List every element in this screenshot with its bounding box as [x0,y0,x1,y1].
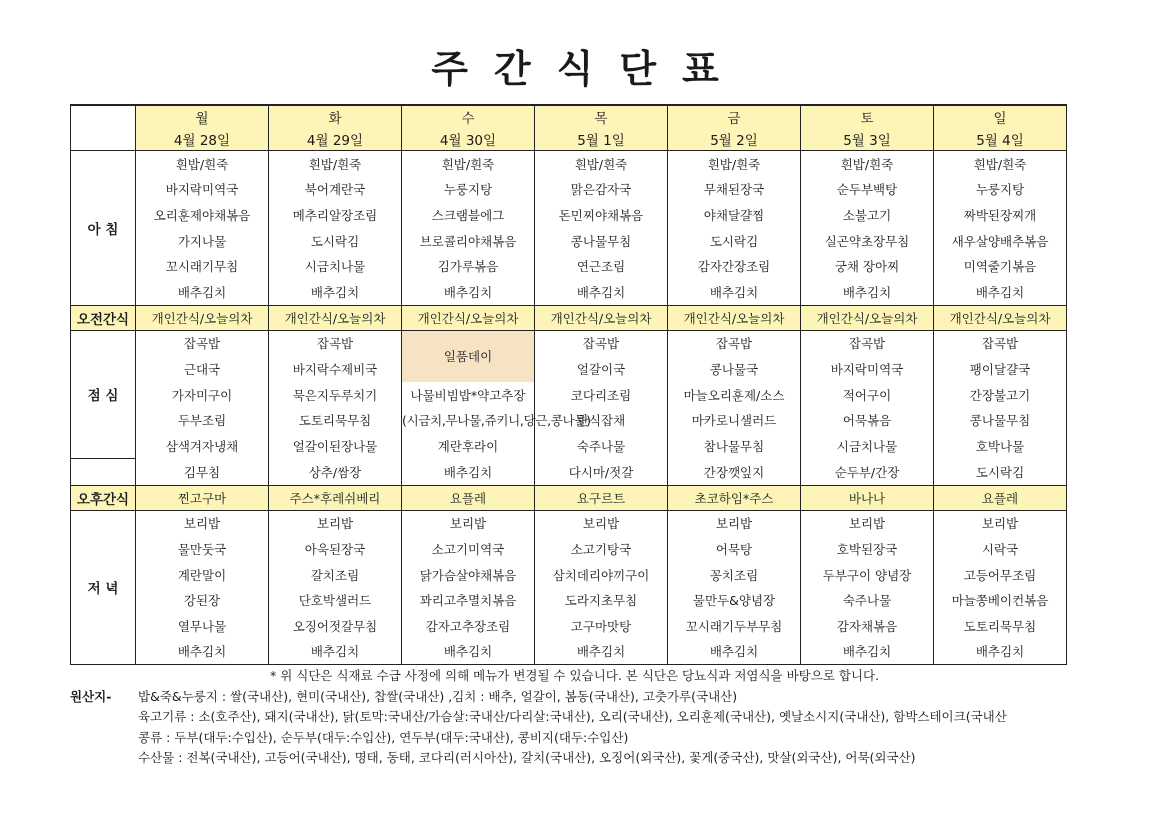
dinner-row [71,536,1067,562]
menu-item: 꽁치조림 [668,562,801,588]
morning-snack-row [71,305,1067,330]
date-header: 5월 4일 [934,128,1067,151]
lunch-row [71,382,1067,408]
origin-label: 원산지- [70,688,112,704]
menu-item: 간장불고기 [934,382,1067,408]
dinner-section [71,510,1067,665]
menu-item: 잡곡밥 [535,330,668,356]
menu-item: 콩나물무침 [535,228,668,254]
breakfast-row [71,253,1067,279]
page-title: 주간식단표 [431,47,745,91]
menu-item: 바지락미역국 [801,356,934,382]
menu-item: 소고기탕국 [535,536,668,562]
menu-item: 콩나물무침 [934,407,1067,433]
menu-item: 배추김치 [668,639,801,665]
origin-line [70,687,1070,708]
menu-item: 배추김치 [269,279,402,305]
menu-item: 김가루볶음 [402,253,535,279]
menu-item: 단호박샐러드 [269,587,402,613]
notes-section [70,666,1070,769]
menu-item: 한식잡채 [535,407,668,433]
menu-item: 적어구이 [801,382,934,408]
menu-item: 꼬시래기무침 [136,253,269,279]
menu-item: 참나물무침 [668,433,801,459]
menu-notice: * 위 식단은 식재료 수급 사정에 의해 메뉴가 변경될 수 있습니다. 본 식단은 당뇨식과 저염식을 바탕으로 합니다. [270,668,880,683]
menu-item: 도라지초무침 [535,587,668,613]
menu-item: 흰밥/흰죽 [402,151,535,177]
menu-item: 팽이달걀국 [934,356,1067,382]
date-header: 5월 3일 [801,128,934,151]
menu-item: 다시마/젓갈 [535,459,668,486]
menu-item: 개인간식/오늘의차 [535,305,668,330]
menu-item: 잡곡밥 [668,330,801,356]
menu-item: 초코하임*주스 [668,485,801,510]
menu-item: 개인간식/오늘의차 [269,305,402,330]
menu-item: 보리밥 [668,510,801,536]
menu-item: 보리밥 [136,510,269,536]
menu-item: 잡곡밥 [136,330,269,356]
lunch-row [71,356,1067,382]
dinner-row [71,510,1067,536]
day-header: 토 [801,105,934,128]
menu-item: 배추김치 [402,459,535,486]
menu-item: 배추김치 [801,639,934,665]
day-header: 화 [269,105,402,128]
menu-item: 흰밥/흰죽 [934,151,1067,177]
menu-item: 새우살양배추볶음 [934,228,1067,254]
menu-item: 가지나물 [136,228,269,254]
menu-item: 궁채 장아찌 [801,253,934,279]
menu-item: 감자고추장조림 [402,613,535,639]
menu-item: 잡곡밥 [801,330,934,356]
menu-item: 얼갈이국 [535,356,668,382]
breakfast-row [71,202,1067,228]
menu-item: 북어계란국 [269,177,402,203]
origin-text: 육고기류 : 소(호주산), 돼지(국내산), 닭(토막:국내산/가슴살:국내산/다리살:국내산), 오리(국내산), 오리훈제(국내산), 옛날소시지(국내산), 함박스테이크(국내산 [138,709,1007,724]
menu-item: 순두부/간장 [801,459,934,486]
menu-item: 보리밥 [269,510,402,536]
menu-item: 아욱된장국 [269,536,402,562]
menu-item: 고구마맛탕 [535,613,668,639]
menu-item: 도시락김 [269,228,402,254]
menu-item: 브로콜리야채볶음 [402,228,535,254]
menu-item: 도토리묵무침 [269,407,402,433]
menu-item: 호박된장국 [801,536,934,562]
corner-cell [71,105,136,151]
menu-item: 감자채볶음 [801,613,934,639]
menu-item: 고등어무조림 [934,562,1067,588]
dinner-row [71,587,1067,613]
menu-item: 배추김치 [934,639,1067,665]
menu-item: 물만두&양념장 [668,587,801,613]
meal-label-morning-snack: 오전간식 [71,305,136,330]
menu-item: 오징어젓갈무침 [269,613,402,639]
menu-item: 배추김치 [402,279,535,305]
meal-label-filler [71,459,136,486]
special-day-cell: 일품데이 [402,330,535,382]
menu-item: 배추김치 [136,279,269,305]
menu-item: 개인간식/오늘의차 [402,305,535,330]
menu-item: 삼색겨자냉채 [136,433,269,459]
menu-item: 배추김치 [535,639,668,665]
menu-item: 배추김치 [801,279,934,305]
menu-item: 잡곡밥 [269,330,402,356]
weekly-menu-table [70,104,1067,665]
menu-item: 물만둣국 [136,536,269,562]
menu-item: 가자미구이 [136,382,269,408]
day-header: 목 [535,105,668,128]
menu-item: 근대국 [136,356,269,382]
menu-item: 감자간장조림 [668,253,801,279]
menu-item: 꽈리고추멸치볶음 [402,587,535,613]
date-header: 4월 28일 [136,128,269,151]
menu-item: 간장깻잎지 [668,459,801,486]
dinner-row [71,562,1067,588]
menu-item: 흰밥/흰죽 [535,151,668,177]
menu-item: 바나나 [801,485,934,510]
menu-item: 닭가슴살야채볶음 [402,562,535,588]
menu-item: 나물비빔밥*약고추장 [402,382,535,408]
menu-item: 도토리묵무침 [934,613,1067,639]
dinner-row [71,639,1067,665]
menu-item: 순두부백탕 [801,177,934,203]
menu-item: 주스*후레쉬베리 [269,485,402,510]
menu-item-detail: (시금치,무나물,쥬키니,당근,콩나물) [402,407,535,433]
date-header: 5월 2일 [668,128,801,151]
menu-item: 시금치나물 [801,433,934,459]
origin-text: 수산물 : 전복(국내산), 고등어(국내산), 명태, 동태, 코다리(러시아산), 갈치(국내산), 오징어(외국산), 꽃게(중국산), 맛살(외국산), 어묵(외국산) [138,750,916,765]
meal-label-breakfast: 아 침 [71,151,136,306]
menu-item: 바지락수제비국 [269,356,402,382]
breakfast-row [71,177,1067,203]
lunch-row [71,433,1067,459]
menu-item: 상추/쌈장 [269,459,402,486]
menu-item: 삼치데리야끼구이 [535,562,668,588]
menu-item: 배추김치 [668,279,801,305]
menu-item: 찐고구마 [136,485,269,510]
menu-item: 맑은감자국 [535,177,668,203]
menu-item: 배추김치 [136,639,269,665]
menu-item: 바지락미역국 [136,177,269,203]
menu-item: 흰밥/흰죽 [801,151,934,177]
menu-item: 꼬시래기두부무침 [668,613,801,639]
menu-item: 김무침 [136,459,269,486]
menu-item: 강된장 [136,587,269,613]
menu-item: 소고기미역국 [402,536,535,562]
menu-item: 두부구이 양념장 [801,562,934,588]
day-header: 월 [136,105,269,128]
menu-item: 오리훈제야채볶음 [136,202,269,228]
menu-item: 시락국 [934,536,1067,562]
menu-item: 짜박된장찌개 [934,202,1067,228]
day-header: 수 [402,105,535,128]
menu-item: 요플레 [934,485,1067,510]
menu-item: 배추김치 [402,639,535,665]
menu-item: 흰밥/흰죽 [668,151,801,177]
meal-label-afternoon-snack: 오후간식 [71,485,136,510]
day-header: 일 [934,105,1067,128]
menu-item: 얼갈이된장나물 [269,433,402,459]
menu-item: 배추김치 [934,279,1067,305]
menu-item: 누룽지탕 [402,177,535,203]
menu-item: 연근조림 [535,253,668,279]
date-header: 4월 30일 [402,128,535,151]
menu-item: 스크램블에그 [402,202,535,228]
menu-item: 실곤약초장무침 [801,228,934,254]
menu-item: 메추리알장조림 [269,202,402,228]
menu-item: 배추김치 [269,639,402,665]
menu-item: 보리밥 [801,510,934,536]
menu-item: 계란후라이 [402,433,535,459]
menu-item: 콩나물국 [668,356,801,382]
menu-item: 무채된장국 [668,177,801,203]
menu-item: 돈민찌야채볶음 [535,202,668,228]
menu-item: 소불고기 [801,202,934,228]
menu-item: 보리밥 [934,510,1067,536]
origin-text: 콩류 : 두부(대두:수입산), 순두부(대두:수입산), 연두부(대두:국내산), 콩비지(대두:수입산) [138,729,629,745]
menu-item: 개인간식/오늘의차 [668,305,801,330]
menu-item: 미역줄기볶음 [934,253,1067,279]
lunch-row [71,459,1067,486]
menu-item: 개인간식/오늘의차 [934,305,1067,330]
menu-item: 개인간식/오늘의차 [801,305,934,330]
menu-item: 흰밥/흰죽 [269,151,402,177]
lunch-row [71,330,1067,356]
date-header: 5월 1일 [535,128,668,151]
day-header: 금 [668,105,801,128]
menu-item: 도시락김 [668,228,801,254]
origin-text: 밥&죽&누룽지 : 쌀(국내산), 현미(국내산), 찹쌀(국내산) ,김치 : 배추, 얼갈이, 봄동(국내산), 고춧가루(국내산) [138,688,738,704]
menu-item: 열무나물 [136,613,269,639]
breakfast-row [71,228,1067,254]
breakfast-row [71,279,1067,305]
menu-item: 배추김치 [535,279,668,305]
menu-item: 누룽지탕 [934,177,1067,203]
dinner-row [71,613,1067,639]
menu-item: 마늘쫑베이컨볶음 [934,587,1067,613]
menu-item: 갈치조림 [269,562,402,588]
meal-label-lunch: 점 심 [71,330,136,458]
menu-item: 보리밥 [535,510,668,536]
menu-item: 개인간식/오늘의차 [136,305,269,330]
menu-item: 어묵탕 [668,536,801,562]
menu-item: 두부조림 [136,407,269,433]
menu-item: 흰밥/흰죽 [136,151,269,177]
menu-item: 숙주나물 [801,587,934,613]
menu-item: 요플레 [402,485,535,510]
lunch-row [71,407,1067,433]
meal-label-dinner: 저 녁 [71,510,136,665]
breakfast-section [71,151,1067,306]
afternoon-snack-row [71,485,1067,510]
date-header: 4월 29일 [269,128,402,151]
menu-item: 요구르트 [535,485,668,510]
menu-item: 코다리조림 [535,382,668,408]
menu-item: 묵은지두루치기 [269,382,402,408]
menu-item: 도시락김 [934,459,1067,486]
menu-item: 계란말이 [136,562,269,588]
menu-item: 어묵볶음 [801,407,934,433]
menu-item: 시금치나물 [269,253,402,279]
breakfast-row [71,151,1067,177]
menu-item: 야채달걀찜 [668,202,801,228]
menu-item: 잡곡밥 [934,330,1067,356]
menu-item: 호박나물 [934,433,1067,459]
menu-item: 숙주나물 [535,433,668,459]
menu-item: 보리밥 [402,510,535,536]
menu-item: 마늘오리훈제/소스 [668,382,801,408]
menu-item: 마카로니샐러드 [668,407,801,433]
